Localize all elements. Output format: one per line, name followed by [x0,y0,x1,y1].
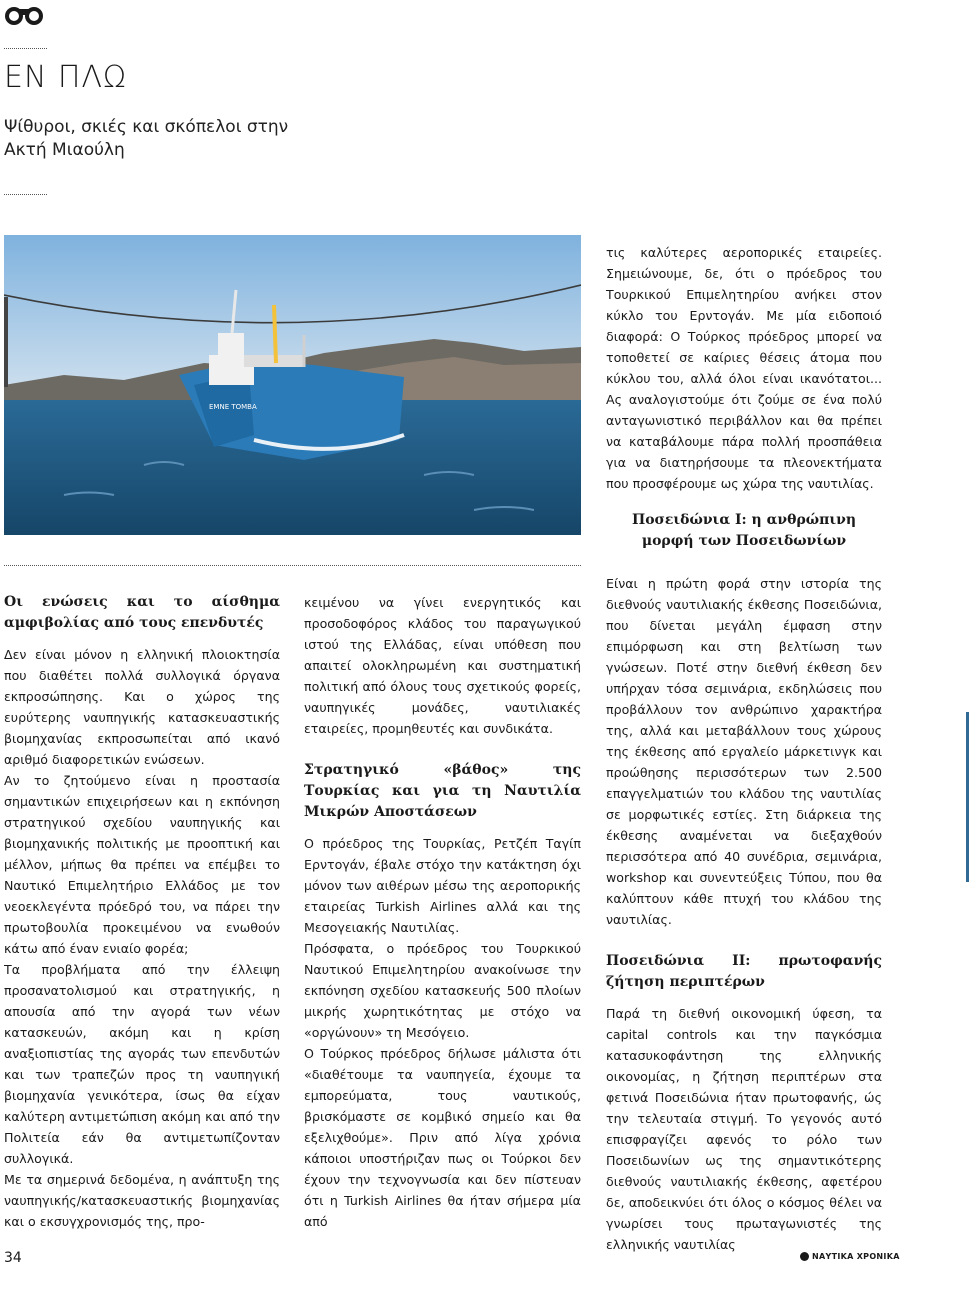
publication-brand [800,1252,900,1261]
paragraph: Πρόσφατα, ο πρόεδρος του Τουρκικού Ναυτικού Επιμελητηρίου ανακοίνωσε την εκπόνηση σχεδίου κατασκευής 500 πλοίων μικρής χωρητικότητας με στόχο να «οργώνουν» τη Μεσόγειο. [304,941,581,1040]
column-3 [606,510,882,1255]
paragraph: Με τα σημερινά δεδομένα, η ανάπτυξη της ναυπηγικής/κατασκευαστικής βιομηχανίας και ο εκσυγχρονισμός της, προ- [4,1172,280,1229]
column-2 [304,592,581,1232]
ship-hull-name: EMNE TOMBA [209,403,257,411]
column-1 [4,592,280,1232]
column-3-top [606,242,882,494]
paragraph: Δεν είναι μόνον η ελληνική πλοιοκτησία που διαθέτει πολλά συλλογικά όργανα εκπροσώπησης. Και ο χώρος της ευρύτερης ναυπηγικής κατασκευαστικής βιομηχανίας εκπροσωπείται από ικανό αριθμό διαφορετικών ενώσεων. [4,647,280,767]
paragraph: Ο πρόεδρος της Τουρκίας, Ρετζέπ Ταγίπ Ερντογάν, έβαλε στόχο την κατάκτηση όχι μόνον των αιθέρων μέσω της αεροπορικής εταιρείας Turkish Airlines αλλά και της Μεσογειακής Ναυτιλίας. [304,836,581,935]
heading-poseidonia-1: Ποσειδώνια Ι: η ανθρώπινη μορφή των Ποσειδωνίων [632,512,856,549]
paragraph: Παρά τη διεθνή οικονομική ύφεση, τα capital controls και την παγκόσμια κατασυκοφάντηση της ελληνικής οικονομίας, η ζήτηση περιπτέρων στα φετινά Ποσειδώνια ήταν πρωτοφανής, ώς την τελευταία στιγμή. Το γεγονός αυτό επισφραγίζει αφενός το ρόλο των Ποσειδωνίων ως της σημαντικότερης διεθνούς ναυτιλιακής έκθεσης, αφετέρου δε, αποδεικνύει ότι όλος ο κόσμος θέλει να γνωρίσει τους πρωταγωνιστές της ελληνικής ναυτιλίας [606,1006,882,1252]
header-divider-bottom [4,194,47,195]
paragraph: κειμένου να γίνει ενεργητικός και προσοδοφόρος κλάδος του παραγωγικού ιστού της Ελλάδας, είναι υπόθεση που απαιτεί ολοκληρωμένη και συστηματική πολιτική από όλους τους σχετικούς φορείς, ναυπηγικές μονάδες, ναυτιλιακές εταιρείες, προμηθευτές και συνδικάτα. [304,595,581,736]
paragraph: Είναι η πρώτη φορά στην ιστορία της διεθνούς ναυτιλιακής έκθεσης Ποσειδώνια, που δίνεται μεγάλη έμφαση στην επιμόρφωση και στη βελτίωση των γνώσεων. Ποτέ στην διεθνή έκθεση δεν υπήρχαν τόσα σεμινάρια, εκδηλώσεις που προβάλλουν τον ανθρώπινο χαρακτήρα της, αλλά και μεταβάλλουν τους χώρους της έκθεσης από εργαλείο μάρκετινγκ και προώθησης περισσότερων των 2.500 επαγγελματιών του κλάδου της ναυτιλίας σε μορφωτικές εστίες. Στη διάρκεια της έκθεσης αναμένεται να διεξαχθούν περισσότερα από 40 συνέδρια, σεμινάρια, workshop και συνεντεύξεις Τύπου, που θα καλύπτουν κάθε πτυχή του κλάδου της ναυτιλίας. [606,576,882,927]
brand-name: ΝΑΥΤΙΚΑ ΧΡΟΝΙΚΑ [812,1252,900,1261]
heading-turkey: Στρατηγικό «βάθος» της Τουρκίας και για τη Ναυτιλία Μικρών Αποστάσεων [304,762,581,820]
ship-illustration [4,235,581,535]
paragraph: Αν το ζητούμενο είναι η προστασία σημαντικών επιχειρήσεων και η εκπόνηση στρατηγικού σχεδίου ναυπηγικής και βιομηχανικής πολιτικής με προοπτική και μέλλον, μήπως θα πρέπει να επέμβει το Ναυτικό Επιμελητήριο Ελλάδος με τον νεοεκλεγέντα πρόεδρό του, να πάρει την πρωτοβουλία προκειμένου να ενωθούν κάτω από έναν ενιαίο φορέα; [4,773,280,956]
brand-logo-icon [800,1252,809,1261]
paragraph: Τα προβλήματα από την έλλειψη προσανατολισμού και στρατηγικής, η απουσία από την αγορά των νέων κατασκευών, ακόμη και η κρίση αναξιοπιστίας της αγοράς των επενδυτών και των τραπεζών προς τη ναυπηγική βιομηχανία γενικότερα, ίσως θα είχαν καλύτερη αντιμετώπιση ακόμη και από την Πολιτεία εάν θα αντιμετωπίζονταν συλλογικά. [4,962,280,1166]
page-subtitle: Ψίθυροι, σκιές και σκόπελοι στην Ακτή Μιαούλη [4,117,289,160]
header-divider-top [4,48,47,49]
paragraph: τις καλύτερες αεροπορικές εταιρείες. Σημειώνουμε, δε, ότι ο πρόεδρος του Τουρκικού Επιμελητηρίου ανήκει στον κύκλο του Ερντογάν. Με μία ειδοποιό διαφορά: Ο Τούρκος πρόεδρος μπορεί να τοποθετεί σε καίριες θέσεις άτομα που κύκλου του, αλλά όλοι είναι ικανότατοι... Ας αναλογιστούμε ότι ζούμε σε ένα πολύ ανταγωνιστικό περιβάλλον και θα πρέπει να καταβάλουμε πάρα πολλή προσπάθεια για να διατηρήσουμε τα πλεονεκτήματα που προσφέρουμε ως χώρα της ναυτιλίας. [606,245,882,491]
heading-poseidonia-2: Ποσειδώνια ΙΙ: πρωτοφανής ζήτηση περιπτέρων [606,953,882,990]
heading-unions: Οι ενώσεις και το αίσθημα αμφιβολίας από τους επενδυτές [4,594,280,631]
section-title: ΕΝ ΠΛΩ [4,60,127,95]
page-number: 34 [4,1250,22,1266]
ship-photo [4,235,581,535]
paragraph: Ο Τούρκος πρόεδρος δήλωσε μάλιστα ότι «διαθέτουμε τα ναυπηγεία, έχουμε τα εμπορεύματα, τους ναυτικούς, βρισκόμαστε σε κομβικό σημείο και θα εξελιχθούμε». Πριν από λίγα χρόνια κάποιοι υποστήριζαν πως οι Τούρκοι δεν έχουν την τεχνογνωσία και δεν πίστευαν ότι η Turkish Airlines θα ήταν σήμερα μία από [304,1046,581,1229]
binoculars-icon [4,4,44,26]
column-divider [4,565,581,566]
